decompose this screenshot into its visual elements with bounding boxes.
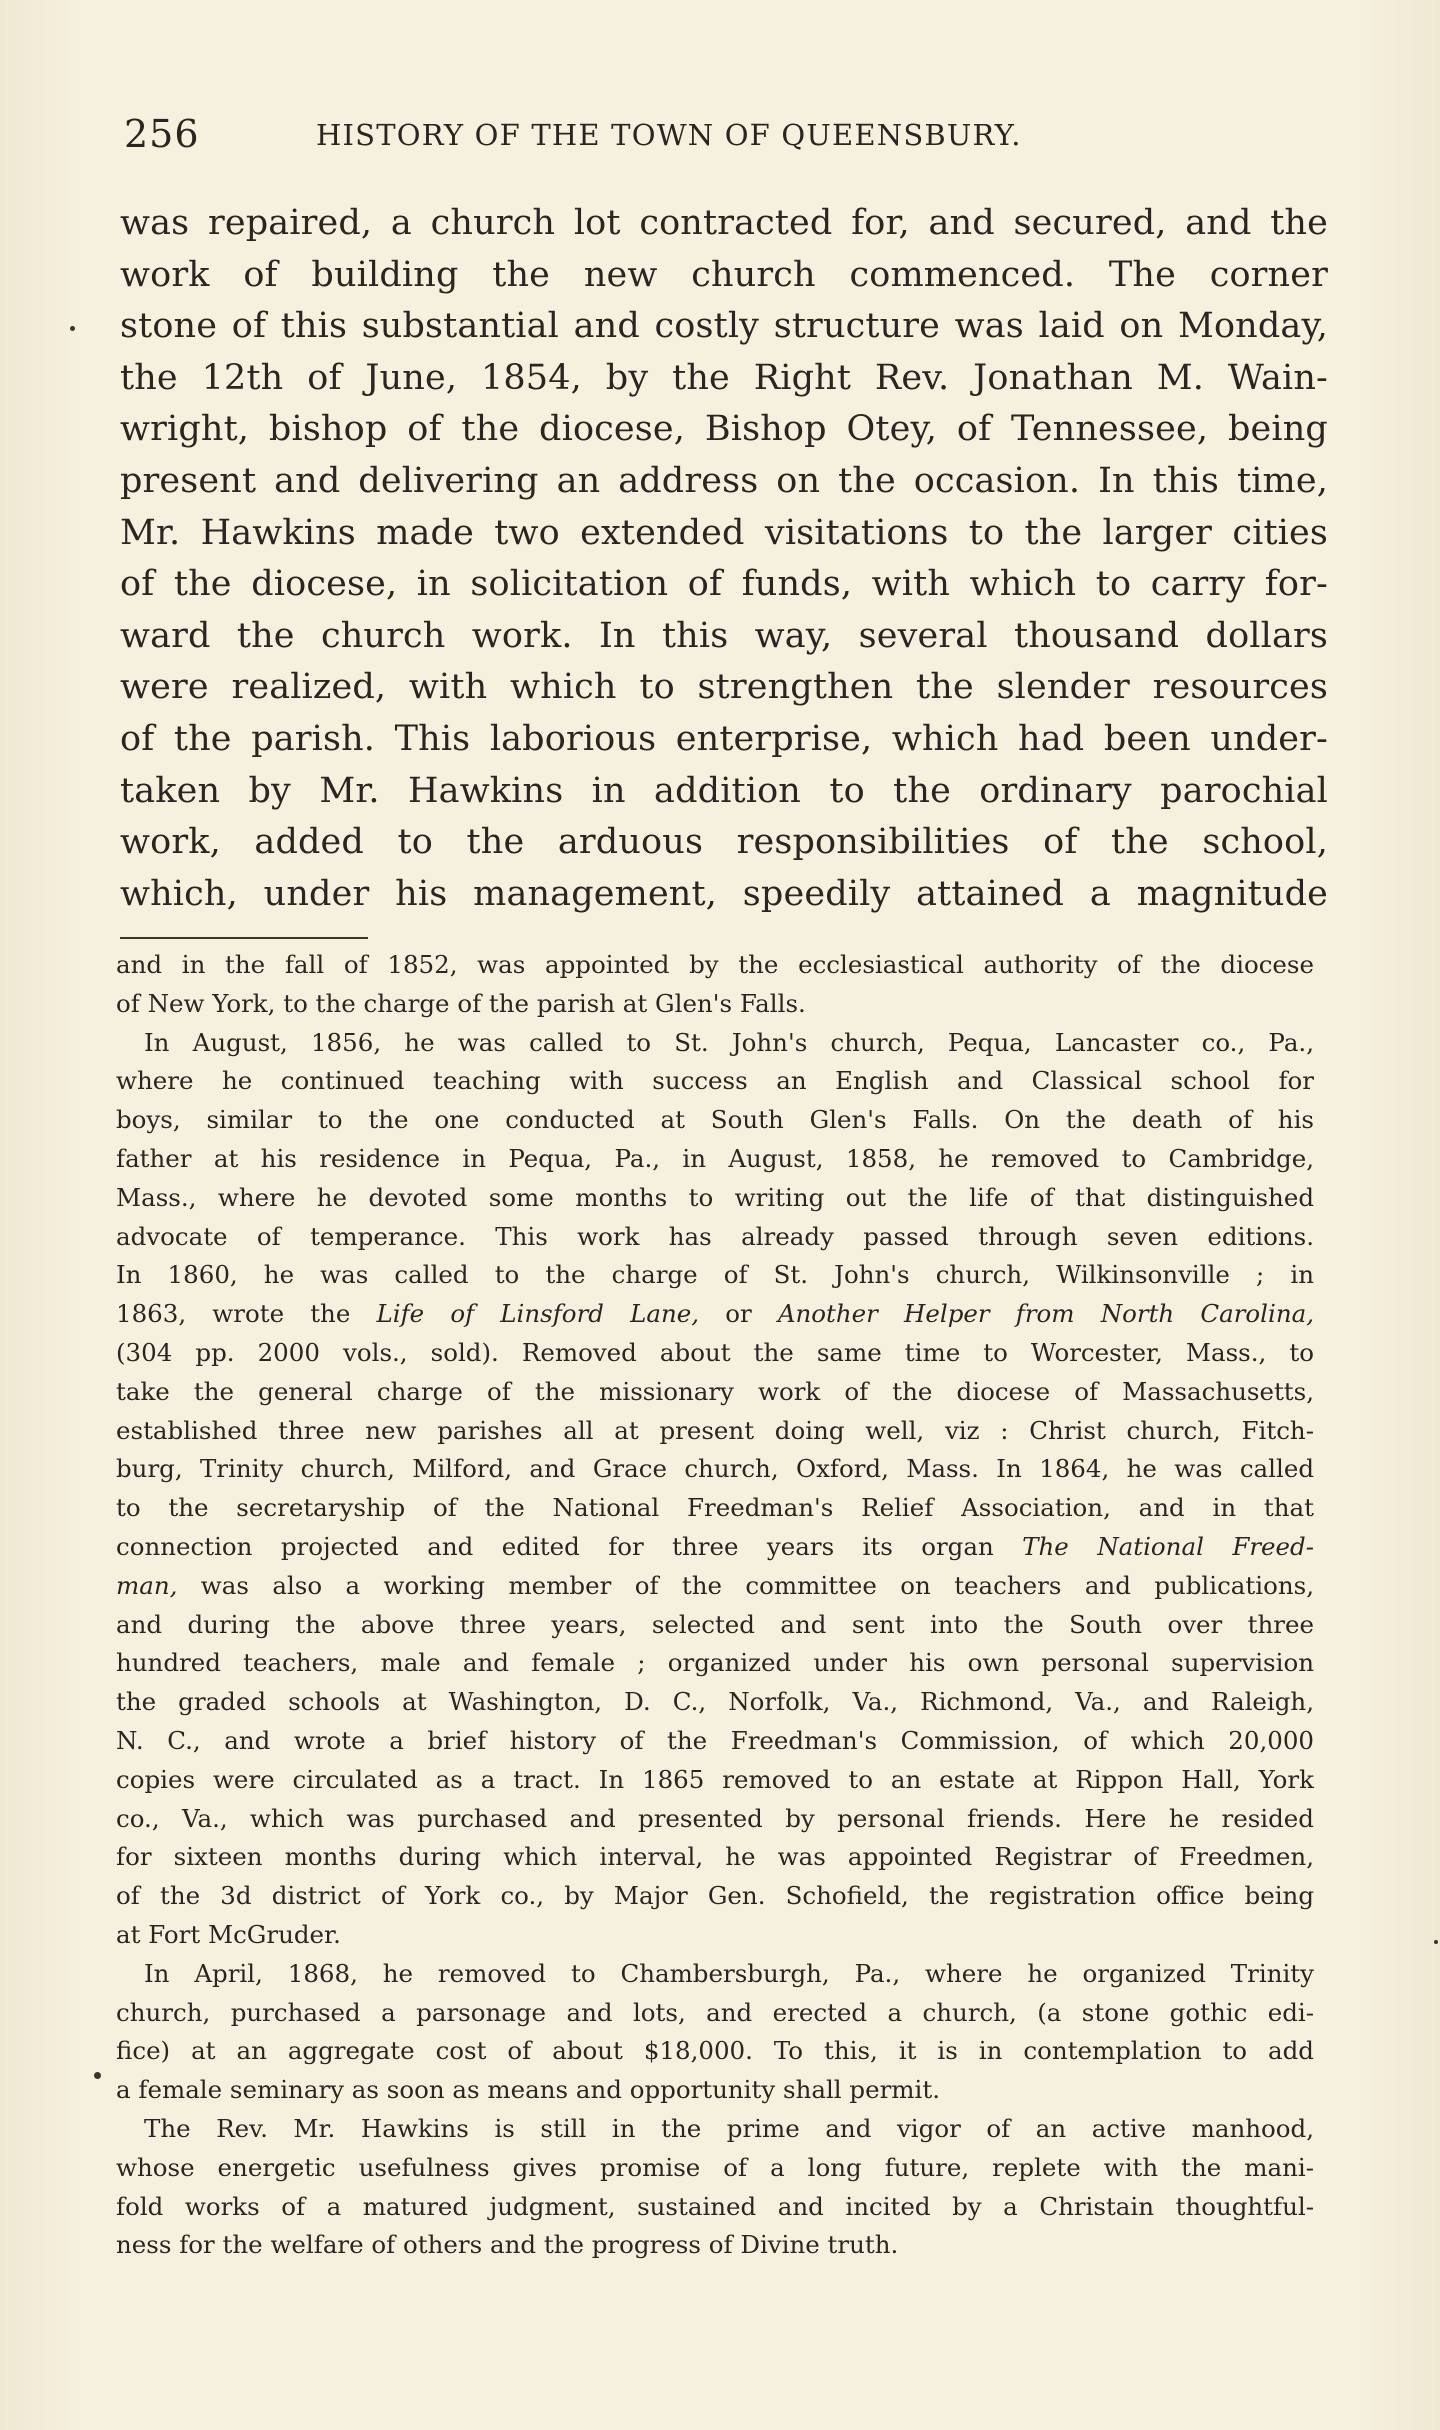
footnote-line: where he continued teaching with success an English and Classical school for (116, 1066, 1314, 1096)
body-line: work, added to the arduous responsibilities of the school, (120, 822, 1328, 863)
footnote-text: connection projected and edited for three years its organ (116, 1531, 1023, 1561)
body-line: which, under his management, speedily attained a magnitude (120, 873, 1328, 914)
footnote-line: In August, 1856, he was called to St. John's church, Pequa, Lancaster co., Pa., (144, 1027, 1314, 1057)
footnote-line: for sixteen months during which interval, he was appointed Registrar of Freedmen, (116, 1842, 1314, 1872)
page-number: 256 (124, 112, 200, 156)
footnote-line: of New York, to the charge of the parish at Glen's Falls. (116, 988, 806, 1018)
main-text (120, 198, 1328, 920)
body-line: of the diocese, in solicitation of funds, with which to carry for- (120, 564, 1328, 605)
footnote-line: fice) at an aggregate cost of about $18,000. To this, it is in contemplation to add (116, 2036, 1314, 2066)
footnote-text: 1863, wrote the (116, 1299, 377, 1329)
book-title-italic: Life of Linsford Lane, (376, 1299, 700, 1329)
periodical-title-italic: man, (116, 1570, 178, 1600)
body-line: work of building the new church commenced. The corner (120, 254, 1328, 295)
page-header (124, 108, 1334, 168)
footnote-line: In 1860, he was called to the charge of St. John's church, Wilkinsonville ; in (116, 1260, 1314, 1290)
footnote-line: to the secretaryship of the National Freedman's Relief Association, and in that (116, 1493, 1314, 1523)
footnote (116, 946, 1314, 2265)
footnote-line: In April, 1868, he removed to Chambersburgh, Pa., where he organized Trinity (144, 1958, 1314, 1988)
footnote-line: church, purchased a parsonage and lots, and erected a church, (a stone gothic edi- (116, 1997, 1314, 2027)
ink-speck (70, 326, 75, 331)
footnote-line: take the general charge of the missionary work of the diocese of Massachusetts, (116, 1376, 1314, 1406)
footnote-line (116, 1295, 1314, 1334)
footnote-line: and during the above three years, selected and sent into the South over three (116, 1609, 1314, 1639)
footnote-line: burg, Trinity church, Milford, and Grace church, Oxford, Mass. In 1864, he was called (116, 1454, 1314, 1484)
body-line: was repaired, a church lot contracted for, and secured, and the (120, 203, 1328, 243)
body-line: the 12th of June, 1854, by the Right Rev. Jonathan M. Wain- (120, 357, 1328, 398)
footnote-line: N. C., and wrote a brief history of the Freedman's Commission, of which 20,000 (116, 1725, 1314, 1755)
footnote-line: advocate of temperance. This work has already passed through seven editions. (116, 1221, 1314, 1251)
body-line: Mr. Hawkins made two extended visitations to the larger cities (120, 512, 1328, 553)
footnote-line: father at his residence in Pequa, Pa., in August, 1858, he removed to Cambridge, (116, 1143, 1314, 1173)
footnote-text: or (699, 1299, 778, 1329)
body-line: wright, bishop of the diocese, Bishop Otey, of Tennessee, being (120, 409, 1328, 450)
footnote-line: hundred teachers, male and female ; organized under his own personal supervision (116, 1648, 1314, 1678)
footnote-line: of the 3d district of York co., by Major Gen. Schofield, the registration office being (116, 1881, 1314, 1911)
footnote-line: the graded schools at Washington, D. C., Norfolk, Va., Richmond, Va., and Raleigh, (116, 1687, 1314, 1717)
footnote-line: established three new parishes all at present doing well, viz : Christ church, Fitch- (116, 1415, 1314, 1445)
body-line: stone of this substantial and costly structure was laid on Monday, (120, 306, 1328, 347)
footnote-line: ness for the welfare of others and the progress of Divine truth. (116, 2230, 899, 2260)
footnote-line: fold works of a matured judgment, sustained and incited by a Christain thoughtful- (116, 2191, 1314, 2221)
footnote-line: and in the fall of 1852, was appointed by the ecclesiastical authority of the diocese (116, 950, 1314, 979)
footnote-line: a female seminary as soon as means and opportunity shall permit. (116, 2075, 941, 2105)
body-line: taken by Mr. Hawkins in addition to the ordinary parochial (120, 770, 1328, 811)
footnote-line: The Rev. Mr. Hawkins is still in the prime and vigor of an active manhood, (144, 2113, 1314, 2143)
footnote-divider (120, 937, 368, 939)
body-line: ward the church work. In this way, several thousand dollars (120, 615, 1328, 656)
footnote-text: was also a working member of the committee on teachers and publications, (177, 1570, 1314, 1600)
footnote-line: co., Va., which was purchased and presented by personal friends. Here he resided (116, 1803, 1314, 1833)
footnote-line: at Fort McGruder. (116, 1919, 341, 1949)
footnote-line (116, 1567, 1314, 1606)
body-line: were realized, with which to strengthen the slender resources (120, 667, 1328, 708)
footnote-line: Mass., where he devoted some months to writing out the life of that distinguished (116, 1182, 1314, 1212)
body-line: present and delivering an address on the occasion. In this time, (120, 460, 1328, 501)
periodical-title-italic: The National Freed- (1022, 1531, 1314, 1561)
ink-speck (94, 2072, 101, 2079)
body-line: of the parish. This laborious enterprise, which had been under- (120, 718, 1328, 759)
footnote-line: (304 pp. 2000 vols., sold). Removed about the same time to Worcester, Mass., to (116, 1337, 1314, 1367)
footnote-line (116, 1528, 1314, 1567)
ink-speck (1434, 1940, 1438, 1944)
footnote-line: boys, similar to the one conducted at South Glen's Falls. On the death of his (116, 1105, 1314, 1135)
footnote-line: copies were circulated as a tract. In 1865 removed to an estate at Rippon Hall, York (116, 1764, 1314, 1794)
running-title: HISTORY OF THE TOWN OF QUEENSBURY. (316, 118, 1022, 152)
book-title-italic: Another Helper from North Carolina, (777, 1299, 1315, 1329)
footnote-line: whose energetic usefulness gives promise of a long future, replete with the mani- (116, 2152, 1314, 2182)
